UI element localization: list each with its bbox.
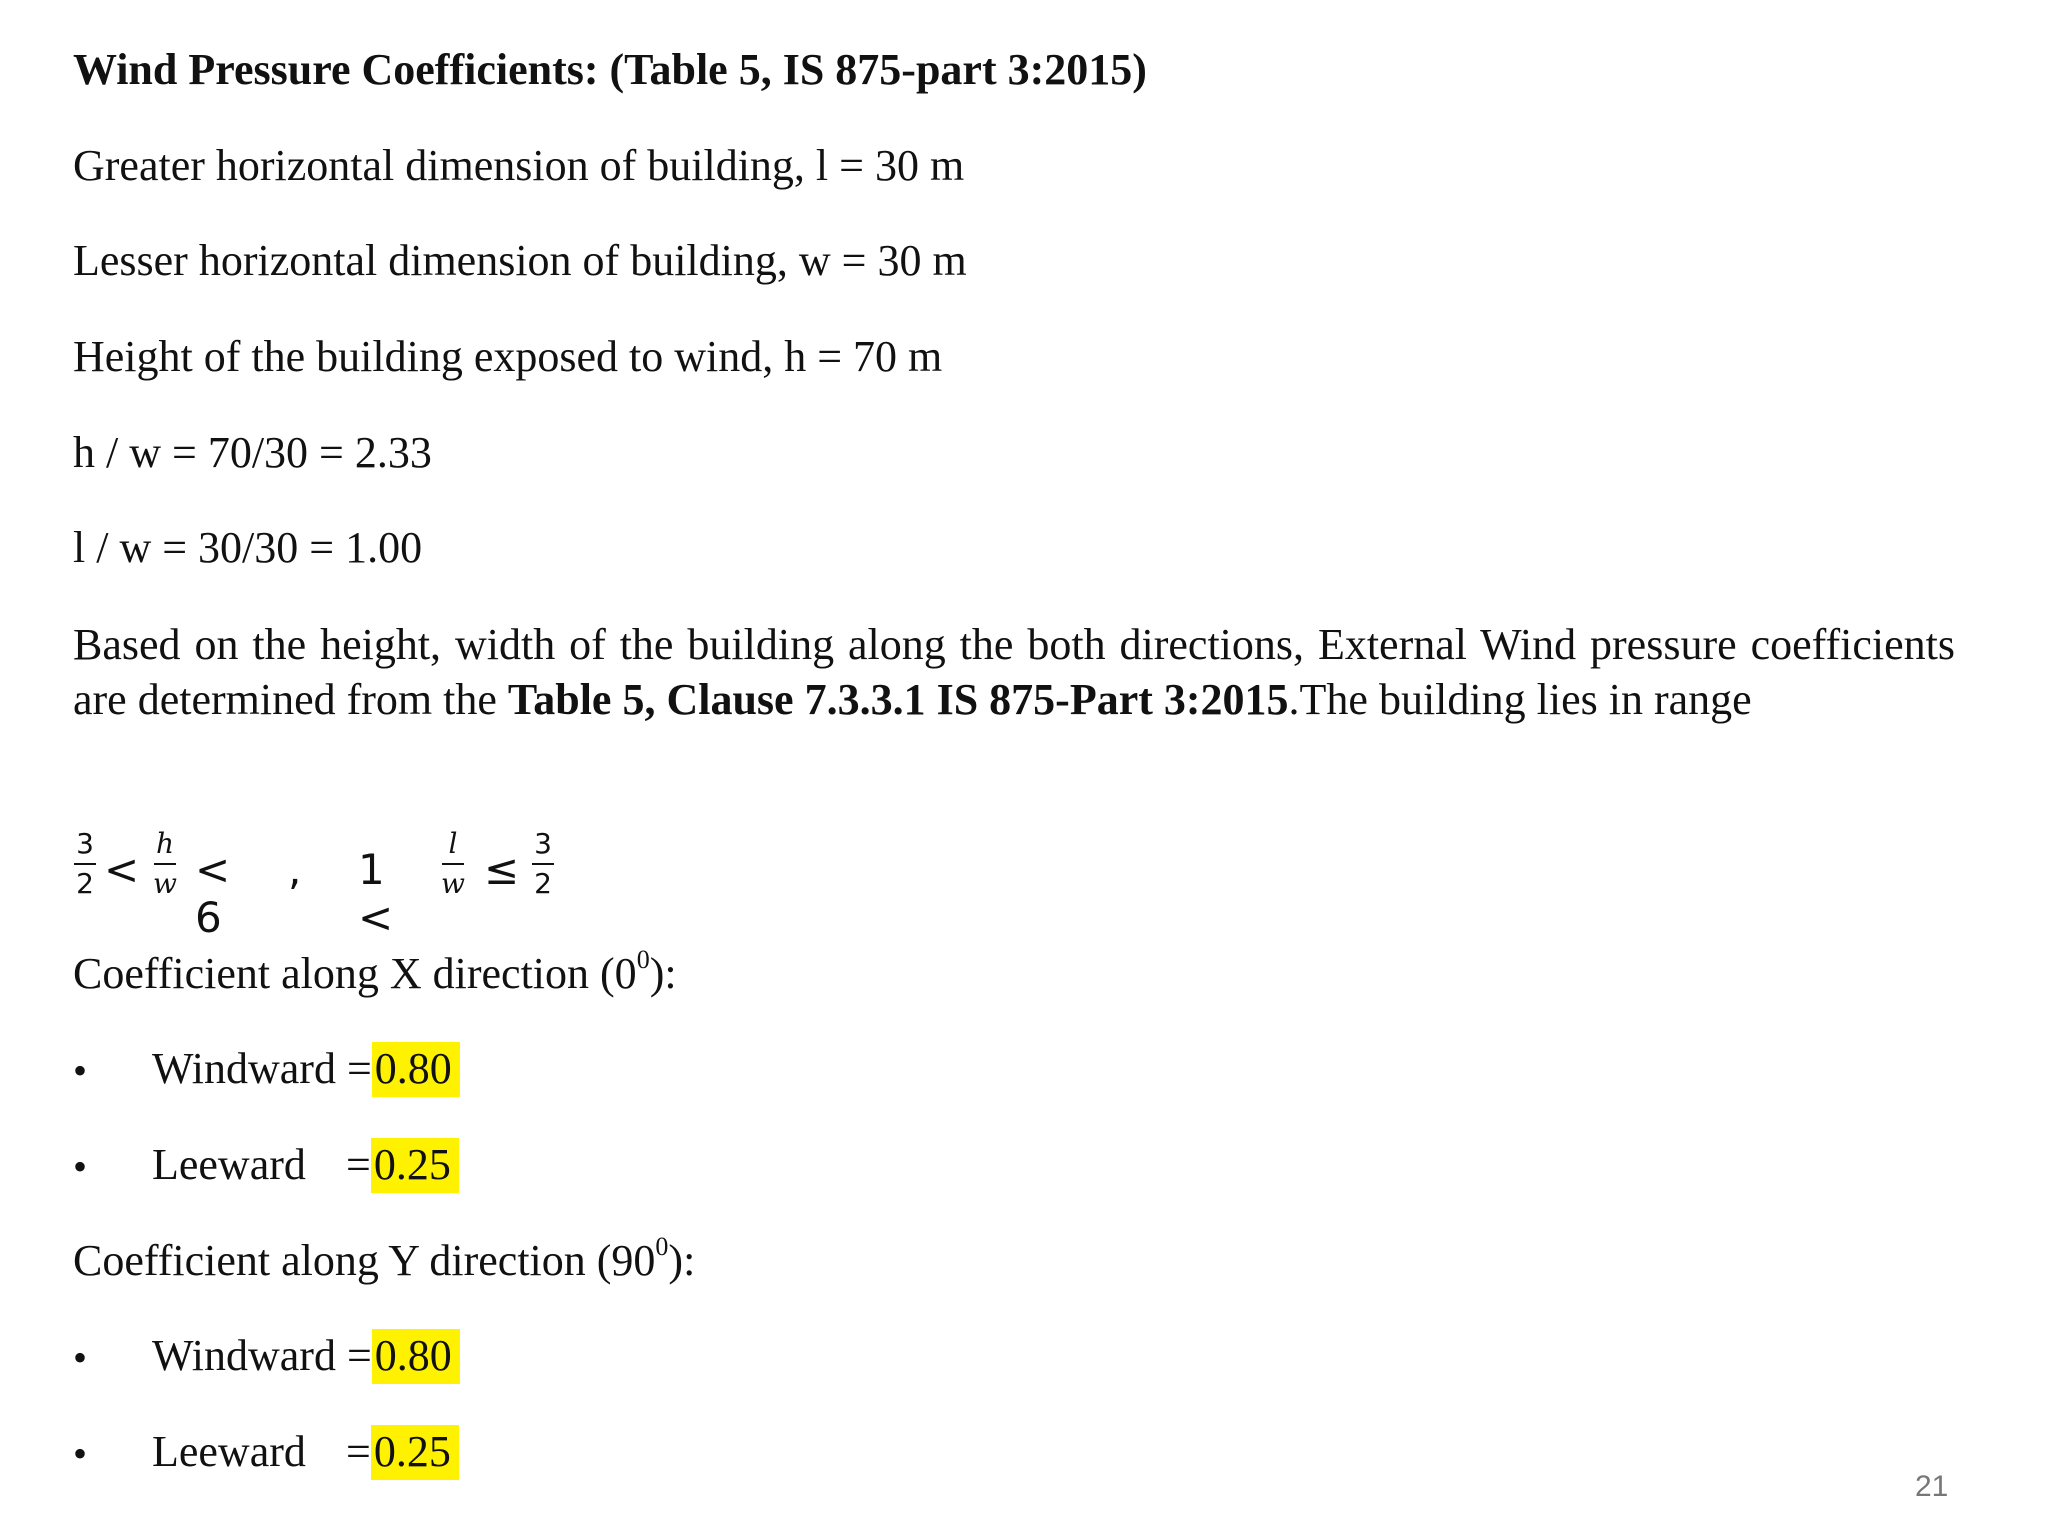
- bullet-icon: •: [73, 1431, 88, 1476]
- x-leeward-value: 0.25: [371, 1138, 459, 1193]
- fraction-numerator: 3: [76, 827, 94, 860]
- x-leeward-equals: =: [346, 1140, 371, 1189]
- x-heading-suffix: ):: [649, 949, 677, 998]
- x-windward-value: 0.80: [372, 1042, 460, 1097]
- y-windward-label: Windward =: [152, 1331, 372, 1380]
- h-over-w-line: h / w = 70/30 = 2.33: [73, 428, 432, 477]
- range-comma: ,: [288, 845, 302, 894]
- x-leeward-label: Leeward: [152, 1140, 306, 1189]
- fraction-numerator: l: [448, 827, 458, 860]
- bullet-icon: •: [73, 1048, 88, 1093]
- y-direction-heading: [73, 1232, 696, 1287]
- fraction-numerator: h: [155, 827, 175, 860]
- page-title: Wind Pressure Coefficients: (Table 5, IS 875-part 3:2015): [73, 45, 1147, 94]
- l-over-w-line: l / w = 30/30 = 1.00: [73, 523, 423, 572]
- less-than-or-equal-symbol: ≤: [484, 845, 520, 894]
- y-heading-suffix: ):: [668, 1236, 696, 1285]
- fraction-numerator: 3: [534, 827, 552, 860]
- fraction-three-halves-left: [70, 828, 100, 900]
- y-leeward-equals: =: [346, 1427, 371, 1476]
- paragraph-bold-reference: Table 5, Clause 7.3.3.1 IS 875-Part 3:2015: [507, 675, 1289, 724]
- explanation-paragraph: [73, 617, 1955, 727]
- x-direction-heading: [73, 945, 677, 1000]
- y-heading-text: Coefficient along Y direction (90: [73, 1236, 656, 1285]
- fraction-bar: [74, 863, 96, 865]
- degree-superscript: 0: [636, 945, 650, 975]
- fraction-bar: [532, 863, 554, 865]
- bullet-icon: •: [73, 1144, 88, 1189]
- fraction-h-over-w: [150, 828, 180, 900]
- fraction-denominator: 2: [76, 867, 94, 900]
- height-line: Height of the building exposed to wind, h = 70 m: [73, 332, 943, 381]
- y-leeward-item: [152, 1426, 459, 1478]
- fraction-bar: [442, 863, 464, 865]
- fraction-denominator: 2: [534, 867, 552, 900]
- greater-dimension-line: Greater horizontal dimension of building, l = 30 m: [73, 141, 965, 190]
- x-leeward-item: [152, 1139, 459, 1191]
- paragraph-text-before: Based on the height, width of the building along the both directions, External Wind pressure coefficients are determined from the: [73, 620, 1955, 724]
- y-leeward-value: 0.25: [371, 1425, 459, 1480]
- x-windward-label: Windward =: [152, 1044, 372, 1093]
- less-than-six: < 6: [195, 845, 231, 942]
- degree-superscript: 0: [655, 1232, 669, 1262]
- fraction-l-over-w: [438, 828, 468, 900]
- paragraph-text-after: .The building lies in range: [1288, 675, 1752, 724]
- fraction-denominator: w: [441, 867, 465, 900]
- fraction-denominator: w: [153, 867, 177, 900]
- less-than-symbol: <: [104, 845, 140, 894]
- y-leeward-label: Leeward: [152, 1427, 306, 1476]
- x-heading-text: Coefficient along X direction (0: [73, 949, 637, 998]
- y-windward-item: [152, 1330, 460, 1382]
- y-windward-value: 0.80: [372, 1329, 460, 1384]
- bullet-icon: •: [73, 1335, 88, 1380]
- lesser-dimension-line: Lesser horizontal dimension of building, w = 30 m: [73, 236, 967, 285]
- fraction-bar: [154, 863, 176, 865]
- x-windward-item: [152, 1043, 460, 1095]
- one-less-than: 1 <: [358, 845, 394, 942]
- page-number: 21: [1915, 1470, 1949, 1503]
- fraction-three-halves-right: [528, 828, 558, 900]
